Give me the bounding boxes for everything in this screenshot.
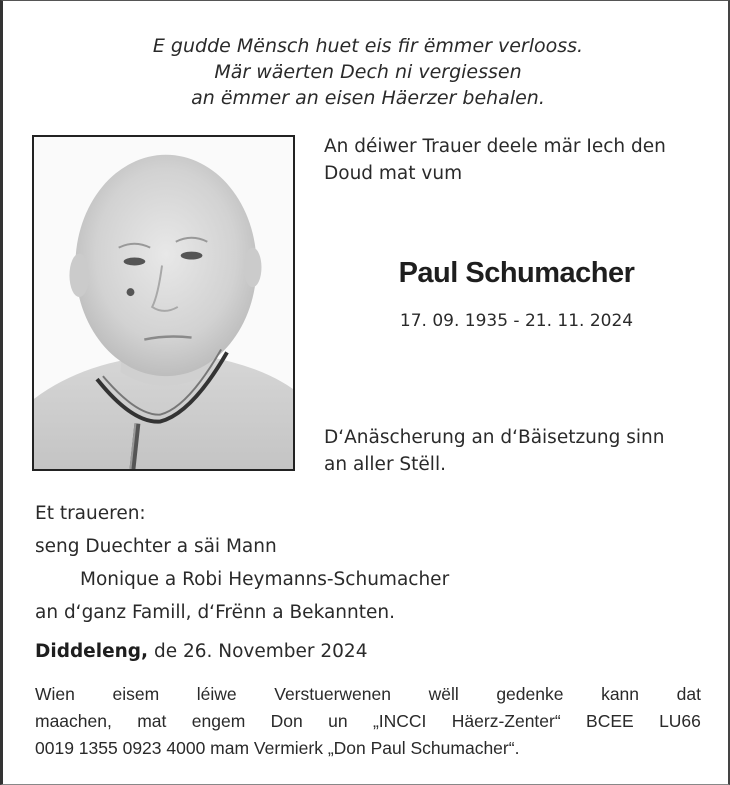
donation-word: Wien bbox=[35, 684, 75, 704]
donation-word: wëll bbox=[428, 684, 459, 704]
donation-word: LU66 bbox=[659, 711, 701, 731]
intro-line: Doud mat vum bbox=[324, 163, 463, 184]
donation-word: Häerz-Zenter“ bbox=[451, 711, 561, 731]
intro-line: An déiwer Trauer deele mär Iech den bbox=[324, 136, 666, 157]
portrait-image bbox=[34, 137, 293, 469]
place: Diddeleng, bbox=[35, 641, 149, 662]
funeral-line: an aller Stëll. bbox=[324, 454, 446, 475]
mourners-heading: Et traueren: bbox=[35, 503, 146, 524]
mourner-line: Monique a Robi Heymanns-Schumacher bbox=[80, 569, 450, 590]
funeral-line: D‘Anäscherung an d‘Bäisetzung sinn bbox=[324, 427, 665, 448]
motto-line: Mär wäerten Dech ni vergiessen bbox=[214, 61, 522, 83]
motto-line: an ëmmer an eisen Häerzer behalen. bbox=[191, 87, 545, 109]
intro-text bbox=[324, 133, 719, 187]
portrait-photo bbox=[32, 135, 295, 471]
date: de 26. November 2024 bbox=[153, 641, 368, 662]
motto-line: E gudde Mënsch huet eis fir ëmmer verlooss. bbox=[152, 35, 584, 57]
donation-notice bbox=[35, 681, 701, 762]
donation-line-3: 0019 1355 0923 4000 mam Vermierk „Don Paul Schumacher“. bbox=[35, 738, 520, 758]
donation-word: Don bbox=[270, 711, 303, 731]
donation-word: eisem bbox=[112, 684, 160, 704]
donation-word: Verstuerwenen bbox=[274, 684, 391, 704]
donation-line-2 bbox=[35, 708, 701, 735]
mourner-line: seng Duechter a säi Mann bbox=[35, 536, 277, 557]
donation-word: léiwe bbox=[196, 684, 237, 704]
donation-word: dat bbox=[676, 684, 701, 704]
place-and-date bbox=[35, 641, 367, 662]
donation-word: engem bbox=[191, 711, 246, 731]
deceased-name: Paul Schumacher bbox=[398, 257, 635, 289]
donation-word: un bbox=[328, 711, 348, 731]
life-dates: 17. 09. 1935 - 21. 11. 2024 bbox=[399, 311, 634, 331]
donation-word: mat bbox=[137, 711, 167, 731]
donation-word: „INCCI bbox=[372, 711, 427, 731]
mourners-list bbox=[35, 497, 695, 629]
donation-word: gedenke bbox=[496, 684, 564, 704]
donation-word: kann bbox=[601, 684, 640, 704]
donation-line-1 bbox=[35, 681, 701, 708]
donation-word: maachen, bbox=[35, 711, 112, 731]
motto-verse bbox=[3, 33, 730, 111]
funeral-notice bbox=[324, 424, 719, 478]
donation-word: BCEE bbox=[586, 711, 634, 731]
mourner-line: an d‘ganz Famill, d‘Frënn a Bekannten. bbox=[35, 602, 395, 623]
